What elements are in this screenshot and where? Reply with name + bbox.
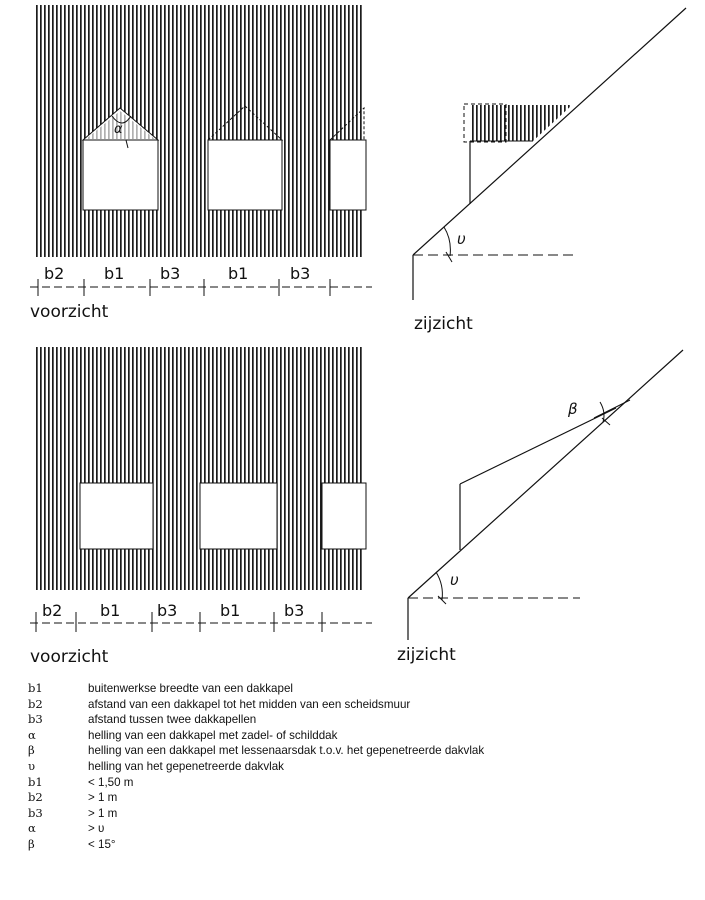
roof-surface bbox=[36, 5, 364, 257]
roof-slope bbox=[413, 8, 686, 255]
dormer-window bbox=[80, 483, 153, 549]
legend-row bbox=[28, 712, 698, 728]
constraint-row bbox=[28, 775, 698, 791]
constraint-row bbox=[28, 790, 698, 806]
legend-description: afstand van een dakkapel tot het midden van een scheidsmuur bbox=[88, 697, 411, 711]
constraint-value: < 1,50 m bbox=[88, 775, 134, 789]
angle-arc bbox=[444, 227, 450, 256]
dim-label-b1: b1 bbox=[220, 601, 241, 620]
view-caption: voorzicht bbox=[30, 302, 109, 322]
legend-row bbox=[28, 681, 698, 697]
constraint-value: > 1 m bbox=[88, 791, 118, 805]
legend-description: buitenwerkse breedte van een dakkapel bbox=[88, 682, 293, 695]
dim-label-b3: b3 bbox=[290, 264, 311, 283]
dim-label-b3: b3 bbox=[284, 601, 305, 620]
dim-label-b1: b1 bbox=[104, 264, 125, 283]
legend-symbol: b3 bbox=[28, 712, 43, 727]
top-front-view bbox=[30, 5, 372, 322]
beta-label: β bbox=[568, 400, 578, 418]
dormer-window bbox=[322, 483, 366, 549]
dim-label-b1: b1 bbox=[100, 601, 121, 620]
legend-description: helling van een dakkapel met lessenaarsdak t.o.v. het gepenetreerde dakvlak bbox=[88, 744, 485, 758]
bottom-side-view bbox=[397, 350, 683, 665]
legend-description: helling van een dakkapel met zadel- of schilddak bbox=[88, 728, 338, 742]
dormer-window bbox=[83, 140, 158, 210]
dormer-window bbox=[330, 140, 366, 210]
roof-surface bbox=[36, 347, 364, 590]
legend-row bbox=[28, 697, 698, 713]
constraint-row bbox=[28, 821, 698, 837]
constraint-value: > 1 m bbox=[88, 806, 118, 820]
legend-row bbox=[28, 759, 698, 775]
constraint-value: < 15° bbox=[88, 837, 116, 851]
dim-label-b3: b3 bbox=[157, 601, 178, 620]
dim-label-b2: b2 bbox=[42, 601, 63, 620]
legend-description: helling van het gepenetreerde dakvlak bbox=[88, 759, 284, 773]
angle-label: υ bbox=[457, 230, 466, 248]
dimension-ticks bbox=[36, 612, 322, 632]
view-caption: voorzicht bbox=[30, 647, 109, 667]
constraint-symbol: b2 bbox=[28, 790, 43, 805]
legend-description: afstand tussen twee dakkapellen bbox=[88, 713, 257, 727]
legend-symbol: α bbox=[28, 727, 36, 742]
legend-symbol: b1 bbox=[28, 681, 43, 695]
constraint-symbol: b3 bbox=[28, 805, 43, 820]
dim-label-b2: b2 bbox=[44, 264, 65, 283]
constraint-value: > υ bbox=[88, 822, 105, 836]
beta-extension bbox=[594, 400, 630, 418]
view-caption: zijzicht bbox=[397, 645, 456, 665]
dormer-roof-line bbox=[460, 408, 616, 484]
constraint-row bbox=[28, 806, 698, 822]
legend-symbol: β bbox=[28, 743, 35, 758]
dim-label-b3: b3 bbox=[160, 264, 181, 283]
legend bbox=[28, 681, 698, 853]
angle-tick bbox=[446, 252, 452, 262]
view-caption: zijzicht bbox=[414, 314, 473, 334]
dormer-window bbox=[200, 483, 277, 549]
constraint-symbol: α bbox=[28, 821, 36, 836]
bottom-front-view bbox=[30, 347, 372, 667]
constraint-symbol: b1 bbox=[28, 774, 43, 789]
dim-label-b1: b1 bbox=[228, 264, 249, 283]
angle-arc bbox=[436, 572, 442, 600]
constraint-symbol: β bbox=[28, 836, 35, 851]
legend-symbol: υ bbox=[28, 758, 36, 773]
dormer-window bbox=[208, 140, 282, 210]
constraint-row bbox=[28, 837, 698, 853]
legend-row bbox=[28, 743, 698, 759]
dormer-side-roof bbox=[470, 105, 572, 141]
legend-symbol: b2 bbox=[28, 696, 43, 711]
angle-label: υ bbox=[450, 571, 459, 589]
top-side-view bbox=[413, 8, 686, 334]
legend-row bbox=[28, 728, 698, 744]
alpha-label: α bbox=[114, 122, 123, 137]
roof-slope bbox=[408, 350, 683, 598]
